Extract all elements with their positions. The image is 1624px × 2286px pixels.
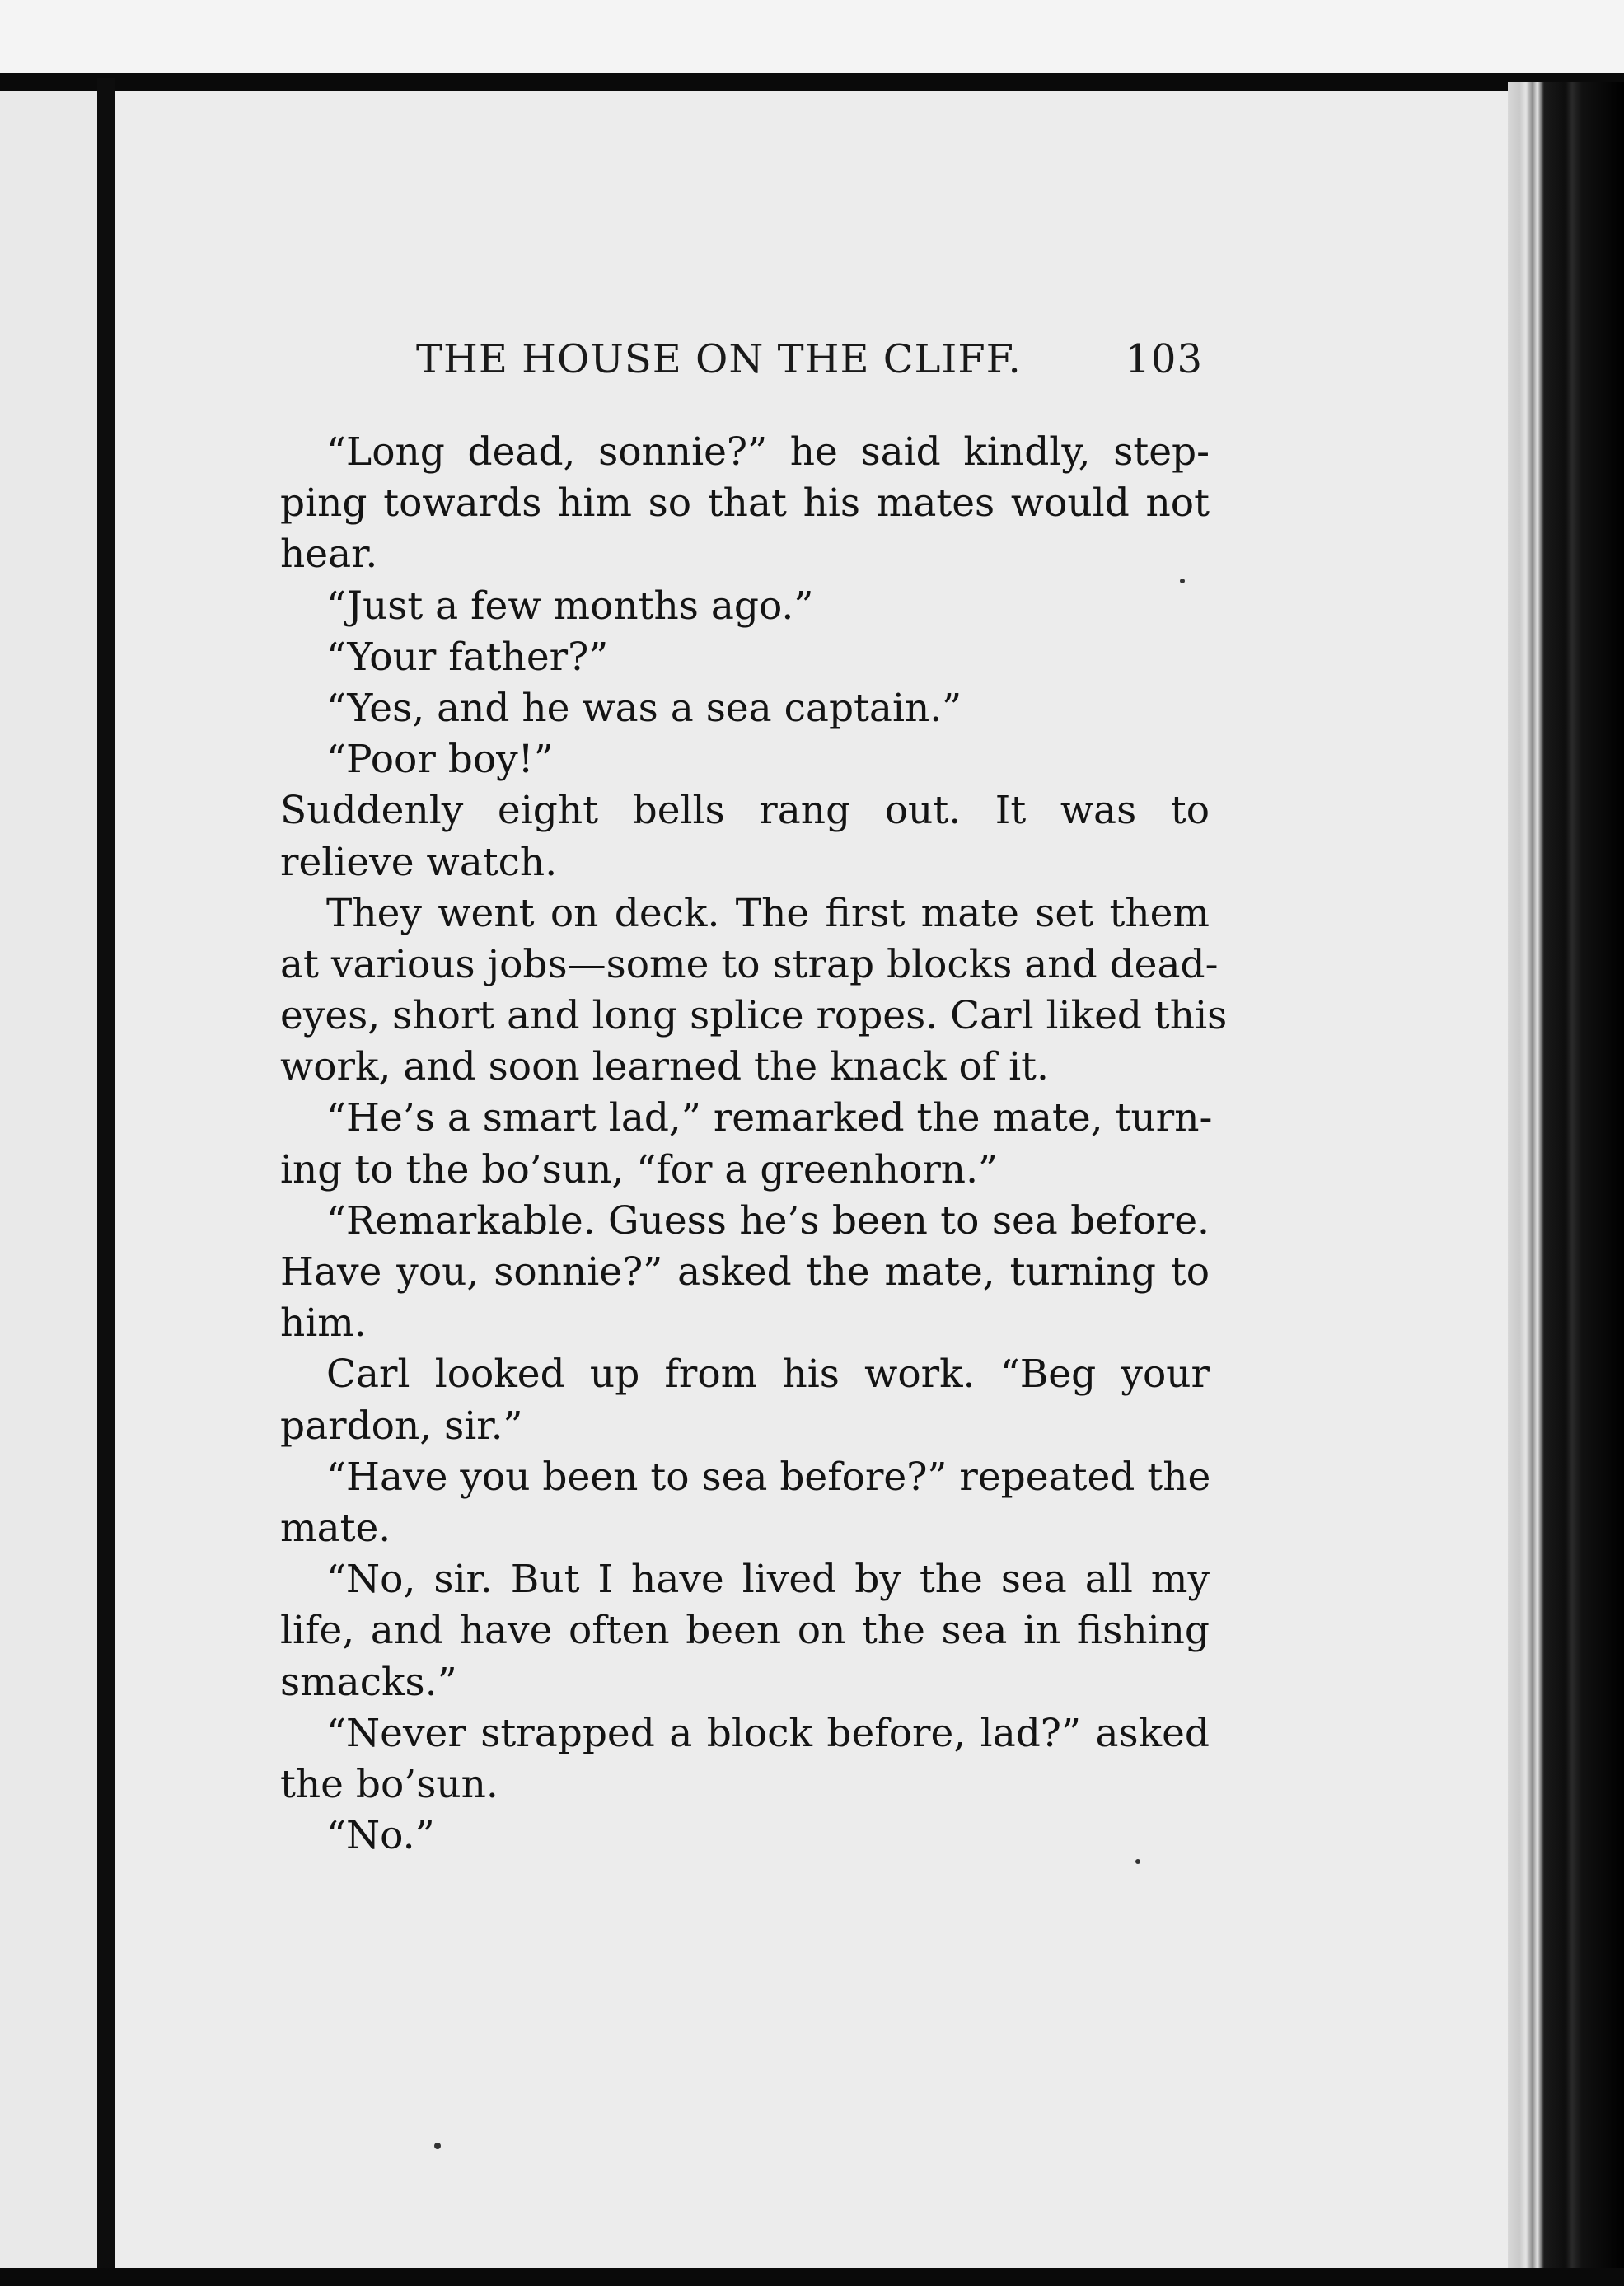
text-line: “Your father?” — [326, 634, 609, 680]
text-line: at various jobs—some to strap blocks and dead- — [280, 941, 1219, 987]
text-line: “He’s a smart lad,” remarked the mate, turn- — [326, 1095, 1213, 1141]
scanner-background — [0, 0, 1624, 73]
text-line: “Long dead, sonnie?” he said kindly, step- — [326, 429, 1210, 475]
page-edges-stack — [1508, 82, 1624, 2286]
text-line: him. — [280, 1300, 367, 1347]
text-line: pardon, sir.” — [280, 1403, 523, 1449]
text-line: eyes, short and long splice ropes. Carl liked this — [280, 993, 1228, 1039]
text-line: “No.” — [326, 1813, 435, 1859]
text-line: Carl looked up from his work. “Beg your — [326, 1351, 1210, 1398]
text-line: work, and soon learned the knack of it. — [280, 1044, 1049, 1090]
text-line: ping towards him so that his mates would not — [280, 480, 1210, 527]
text-line: “Yes, and he was a sea captain.” — [326, 685, 962, 731]
text-line: life, and have often been on the sea in fishing — [280, 1608, 1210, 1654]
dust-speck — [1180, 579, 1185, 583]
facing-page-edge — [0, 91, 97, 2286]
book-spine-shadow — [97, 78, 115, 2286]
text-line: mate. — [280, 1505, 391, 1551]
text-line: ing to the bo’sun, “for a greenhorn.” — [280, 1146, 999, 1192]
text-line: hear. — [280, 532, 378, 578]
text-line: “Have you been to sea before?” repeated the — [326, 1454, 1211, 1500]
dust-speck — [1135, 1859, 1140, 1864]
text-line: Suddenly eight bells rang out. It was to — [280, 788, 1210, 834]
text-line: relieve watch. — [280, 839, 558, 885]
text-line: “Just a few months ago.” — [326, 583, 814, 629]
page-number: 103 — [1125, 336, 1203, 382]
text-line: “No, sir. But I have lived by the sea all my — [326, 1557, 1210, 1603]
text-line: They went on deck. The first mate set them — [326, 890, 1210, 936]
body-text — [280, 427, 1228, 1862]
text-line: “Remarkable. Guess he’s been to sea before. — [326, 1197, 1210, 1244]
running-title: THE HOUSE ON THE CLIFF. — [416, 336, 1022, 382]
text-line: “Never strapped a block before, lad?” asked — [326, 1710, 1210, 1756]
text-line: “Poor boy!” — [326, 737, 554, 783]
running-header — [416, 336, 1203, 394]
top-dark-border — [0, 73, 1624, 91]
text-line: smacks.” — [280, 1659, 457, 1705]
bottom-dark-border — [0, 2268, 1624, 2286]
text-line: Have you, sonnie?” asked the mate, turning to — [280, 1249, 1210, 1295]
text-line: the bo’sun. — [280, 1761, 498, 1807]
dust-speck — [434, 2143, 441, 2149]
